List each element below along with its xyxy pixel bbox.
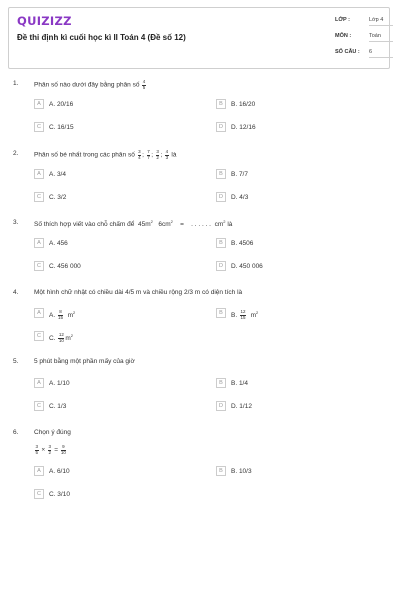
expression-unit: cm bbox=[214, 221, 224, 229]
option-letter-box[interactable]: A bbox=[34, 238, 44, 248]
option-text: C. 1/3 bbox=[49, 403, 67, 410]
exponent: 2 bbox=[223, 219, 226, 224]
worksheet-title: Đề thi định kì cuối học kì II Toán 4 (Đề số 12) bbox=[17, 33, 186, 42]
option-letter-box[interactable]: D bbox=[216, 401, 226, 411]
question-text-main: Phân số nào dưới đây bằng phân số bbox=[34, 81, 140, 89]
fraction bbox=[58, 333, 64, 343]
option-prefix: B. bbox=[231, 312, 238, 320]
question-text: Phân số bé nhất trong các phân số $\frac{3}{4}$ ; $\frac{7}{7}$ ; $\frac{3}{2}$ ; $\frac{4}{3}$ là bbox=[34, 149, 177, 160]
question-number: 1. bbox=[13, 80, 19, 87]
option-letter-box[interactable]: D bbox=[216, 261, 226, 271]
option-text: C. 3/2 bbox=[49, 194, 67, 201]
fraction bbox=[156, 150, 160, 160]
option-text bbox=[231, 310, 258, 320]
numerator: 12 bbox=[240, 309, 246, 315]
denominator: 4 bbox=[138, 154, 141, 160]
option-text: B. 16/20 bbox=[231, 101, 256, 108]
question-text bbox=[34, 219, 232, 228]
question-text-suffix: là bbox=[227, 221, 233, 229]
question-text: Một hình chữ nhật có chiều dài 4/5 m và chiều rộng 2/3 m có diện tích là bbox=[34, 289, 243, 296]
fraction bbox=[58, 310, 63, 320]
numerator: 8 bbox=[59, 309, 62, 315]
option-text: D. 12/16 bbox=[231, 124, 256, 131]
fraction bbox=[142, 80, 146, 90]
option-text: A. 456 bbox=[49, 240, 68, 247]
numerator: 12 bbox=[58, 332, 64, 338]
expression-term: 45m bbox=[138, 221, 151, 229]
operator: = bbox=[54, 446, 59, 454]
question-number: 4. bbox=[13, 289, 19, 296]
fraction bbox=[61, 445, 66, 455]
unit: m bbox=[65, 335, 71, 343]
option-text: A. 20/16 bbox=[49, 101, 74, 108]
fraction bbox=[147, 150, 151, 160]
denominator: 5 bbox=[35, 449, 39, 455]
numerator: 3 bbox=[138, 149, 141, 154]
option-text: C. 456 000 bbox=[49, 263, 81, 270]
option-letter-box[interactable]: C bbox=[34, 489, 44, 499]
denominator: 10 bbox=[58, 337, 64, 343]
question-text: Chọn ý đúng bbox=[34, 429, 71, 436]
option-letter-box[interactable]: A bbox=[34, 466, 44, 476]
option-prefix: C. bbox=[49, 335, 56, 343]
exponent: 2 bbox=[70, 333, 73, 338]
denominator: 2 bbox=[156, 154, 159, 160]
option-text: D. 1/12 bbox=[231, 403, 252, 410]
option-letter-box[interactable]: B bbox=[216, 308, 226, 318]
meta-label-class: LỚP : bbox=[335, 17, 350, 23]
option-text: B. 1/4 bbox=[231, 380, 248, 387]
denominator: 2 bbox=[48, 449, 51, 455]
denominator: 15 bbox=[57, 314, 63, 320]
exponent: 2 bbox=[150, 219, 153, 224]
numerator: 3 bbox=[156, 149, 159, 154]
equals-sign: = bbox=[180, 221, 184, 229]
question-text bbox=[34, 80, 147, 90]
option-letter-box[interactable]: C bbox=[34, 261, 44, 271]
option-letter-box[interactable]: B bbox=[216, 238, 226, 248]
meta-label-count: SỐ CÂU : bbox=[335, 49, 360, 55]
option-text: D. 450 006 bbox=[231, 263, 263, 270]
exponent: 2 bbox=[256, 310, 259, 315]
operator: × bbox=[41, 446, 46, 454]
question-text-main: Số thích hợp viết vào chỗ chấm để bbox=[34, 221, 135, 229]
option-letter-box[interactable]: D bbox=[216, 122, 226, 132]
denominator: 10 bbox=[60, 449, 66, 455]
option-letter-box[interactable]: C bbox=[34, 401, 44, 411]
question-number: 5. bbox=[13, 358, 19, 365]
option-text bbox=[49, 310, 75, 320]
unit: m bbox=[67, 312, 74, 320]
quizizz-logo: QUIZIZZ bbox=[17, 14, 72, 28]
option-text: A. 3/4 bbox=[49, 171, 66, 178]
fraction bbox=[165, 150, 169, 160]
meta-label-subject: MÔN : bbox=[335, 33, 352, 39]
fraction bbox=[35, 445, 39, 455]
exponent: 2 bbox=[170, 219, 173, 224]
option-text: C. 16/15 bbox=[49, 124, 74, 131]
option-text: A. 6/10 bbox=[49, 468, 70, 475]
option-letter-box[interactable]: A bbox=[34, 378, 44, 388]
question-number: 2. bbox=[13, 150, 19, 157]
question-number: 6. bbox=[13, 429, 19, 436]
fraction bbox=[48, 445, 52, 455]
option-letter-box[interactable]: B bbox=[216, 99, 226, 109]
blank-dots: . . . . . . bbox=[191, 221, 211, 229]
question-text: 5 phút bằng một phần mấy của giờ bbox=[34, 358, 135, 365]
fraction bbox=[138, 150, 142, 160]
option-text: B. 7/7 bbox=[231, 171, 248, 178]
denominator: 7 bbox=[147, 154, 150, 160]
option-letter-box[interactable]: B bbox=[216, 378, 226, 388]
numerator: 9 bbox=[62, 444, 65, 449]
numerator: 3 bbox=[48, 444, 51, 449]
option-letter-box[interactable]: A bbox=[34, 308, 44, 318]
option-letter-box[interactable]: B bbox=[216, 466, 226, 476]
question-text-main: Phân số bé nhất trong các phân số bbox=[34, 151, 135, 159]
numerator: 3 bbox=[35, 444, 39, 449]
meta-value-subject: Toán bbox=[369, 33, 393, 42]
option-letter-box[interactable]: A bbox=[34, 169, 44, 179]
option-text: B. 4506 bbox=[231, 240, 254, 247]
denominator: 3 bbox=[165, 154, 169, 160]
option-letter-box[interactable]: B bbox=[216, 169, 226, 179]
expression-term: 6cm bbox=[158, 221, 171, 229]
meta-value-class: Lớp 4 bbox=[369, 17, 393, 26]
option-prefix: A. bbox=[49, 312, 56, 320]
option-letter-box[interactable]: C bbox=[34, 331, 44, 341]
option-letter-box[interactable]: C bbox=[34, 192, 44, 202]
question-text-suffix: là bbox=[171, 151, 177, 159]
worksheet-header bbox=[8, 7, 390, 69]
option-text: D. 4/3 bbox=[231, 194, 249, 201]
option-text bbox=[49, 333, 73, 343]
question-expression bbox=[34, 445, 67, 455]
denominator: 15 bbox=[240, 314, 246, 320]
option-text: B. 10/3 bbox=[231, 468, 252, 475]
option-letter-box[interactable]: C bbox=[34, 122, 44, 132]
question-number: 3. bbox=[13, 219, 19, 226]
fraction bbox=[240, 310, 246, 320]
option-text: A. 1/10 bbox=[49, 380, 70, 387]
numerator: 4 bbox=[142, 79, 146, 84]
meta-value-count: 6 bbox=[369, 49, 393, 58]
exponent: 2 bbox=[73, 310, 76, 315]
option-text: C. 3/10 bbox=[49, 491, 70, 498]
unit: m bbox=[250, 312, 257, 320]
denominator: 5 bbox=[142, 84, 146, 90]
option-letter-box[interactable]: A bbox=[34, 99, 44, 109]
numerator: 4 bbox=[165, 149, 169, 154]
option-letter-box[interactable]: D bbox=[216, 192, 226, 202]
numerator: 7 bbox=[147, 149, 150, 154]
